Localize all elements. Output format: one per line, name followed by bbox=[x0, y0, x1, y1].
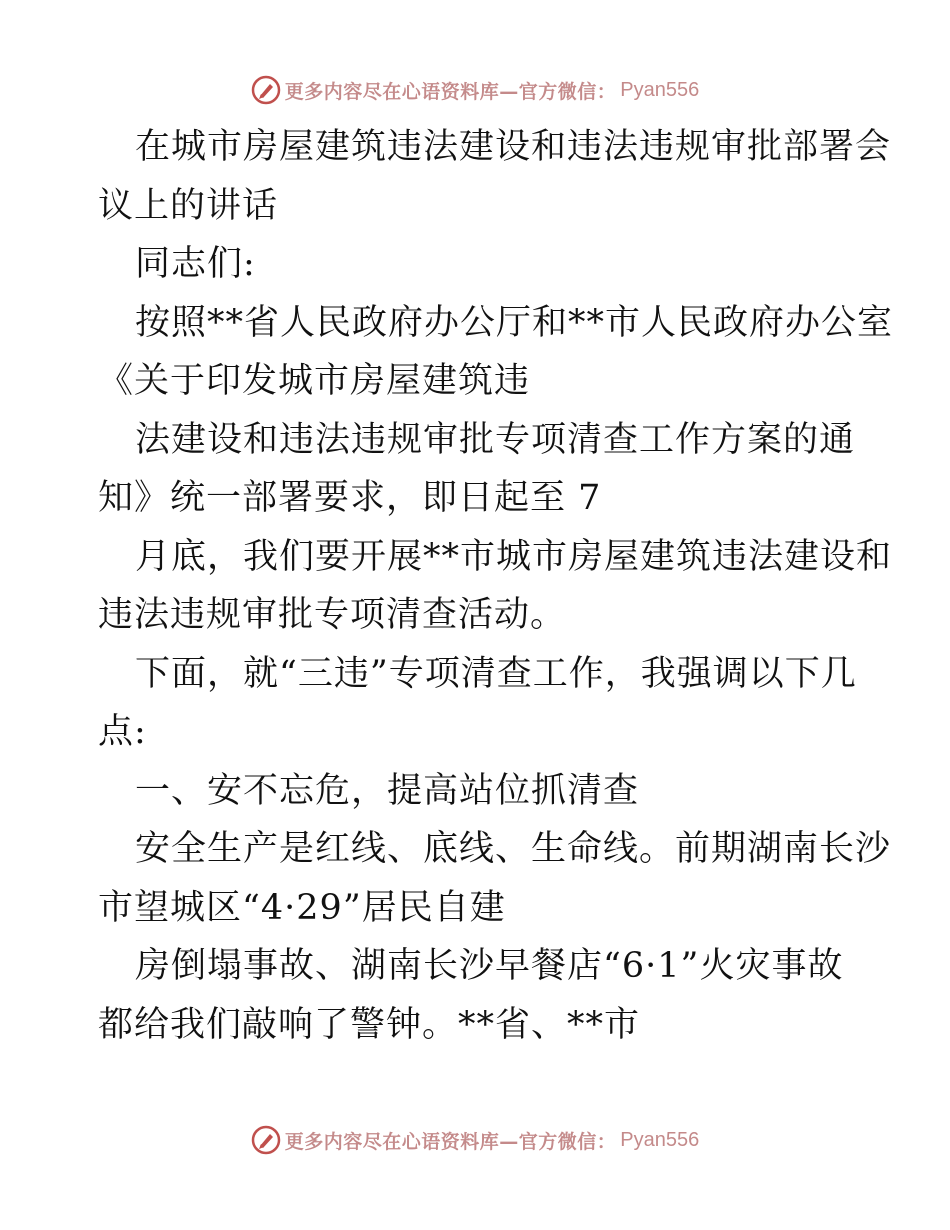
pen-nib-logo-icon bbox=[251, 75, 281, 105]
header-banner-text: 更多内容尽在心语资料库—官方微信： bbox=[284, 80, 617, 103]
footer-banner bbox=[0, 1122, 950, 1158]
paragraph-line: 《关于印发城市房屋建筑违 bbox=[98, 361, 531, 401]
paragraph-line: 违法违规审批专项清查活动。 bbox=[98, 595, 567, 635]
document-title-line: 在城市房屋建筑违法建设和违法违规审批部署会 bbox=[135, 127, 892, 167]
pen-nib-logo-icon bbox=[251, 1125, 281, 1155]
paragraph-line: 房倒塌事故、湖南长沙早餐店“6·1”火灾事故 bbox=[135, 946, 844, 986]
header-banner bbox=[0, 72, 950, 108]
paragraph-line: 都给我们敲响了警钟。**省、**市 bbox=[98, 1004, 641, 1045]
paragraph-line: 安全生产是红线、底线、生命线。前期湖南长沙 bbox=[135, 829, 892, 869]
paragraph-line: 月底，我们要开展**市城市房屋建筑违法建设和 bbox=[135, 536, 893, 577]
paragraph-line: 知》统一部署要求，即日起至 7 bbox=[98, 478, 602, 518]
header-banner-content bbox=[251, 75, 699, 105]
paragraph-line: 点: bbox=[98, 712, 147, 752]
salutation: 同志们: bbox=[135, 244, 256, 284]
document-body bbox=[98, 118, 894, 1054]
paragraph-line: 按照**省人民政府办公厅和**市人民政府办公室 bbox=[135, 302, 894, 343]
footer-banner-wechat-id: Pyan556 bbox=[620, 1128, 700, 1151]
paragraph-line: 下面，就“三违”专项清查工作，我强调以下几 bbox=[135, 653, 857, 694]
header-banner-wechat-id: Pyan556 bbox=[620, 78, 700, 101]
footer-banner-content bbox=[251, 1125, 699, 1155]
document-title-line: 议上的讲话 bbox=[98, 185, 279, 226]
paragraph-line: 市望城区“4·29”居民自建 bbox=[98, 887, 506, 928]
footer-banner-text: 更多内容尽在心语资料库—官方微信： bbox=[284, 1130, 617, 1153]
section-heading: 一、安不忘危，提高站位抓清查 bbox=[135, 770, 640, 811]
paragraph-line: 法建设和违法违规审批专项清查工作方案的通 bbox=[135, 419, 856, 460]
